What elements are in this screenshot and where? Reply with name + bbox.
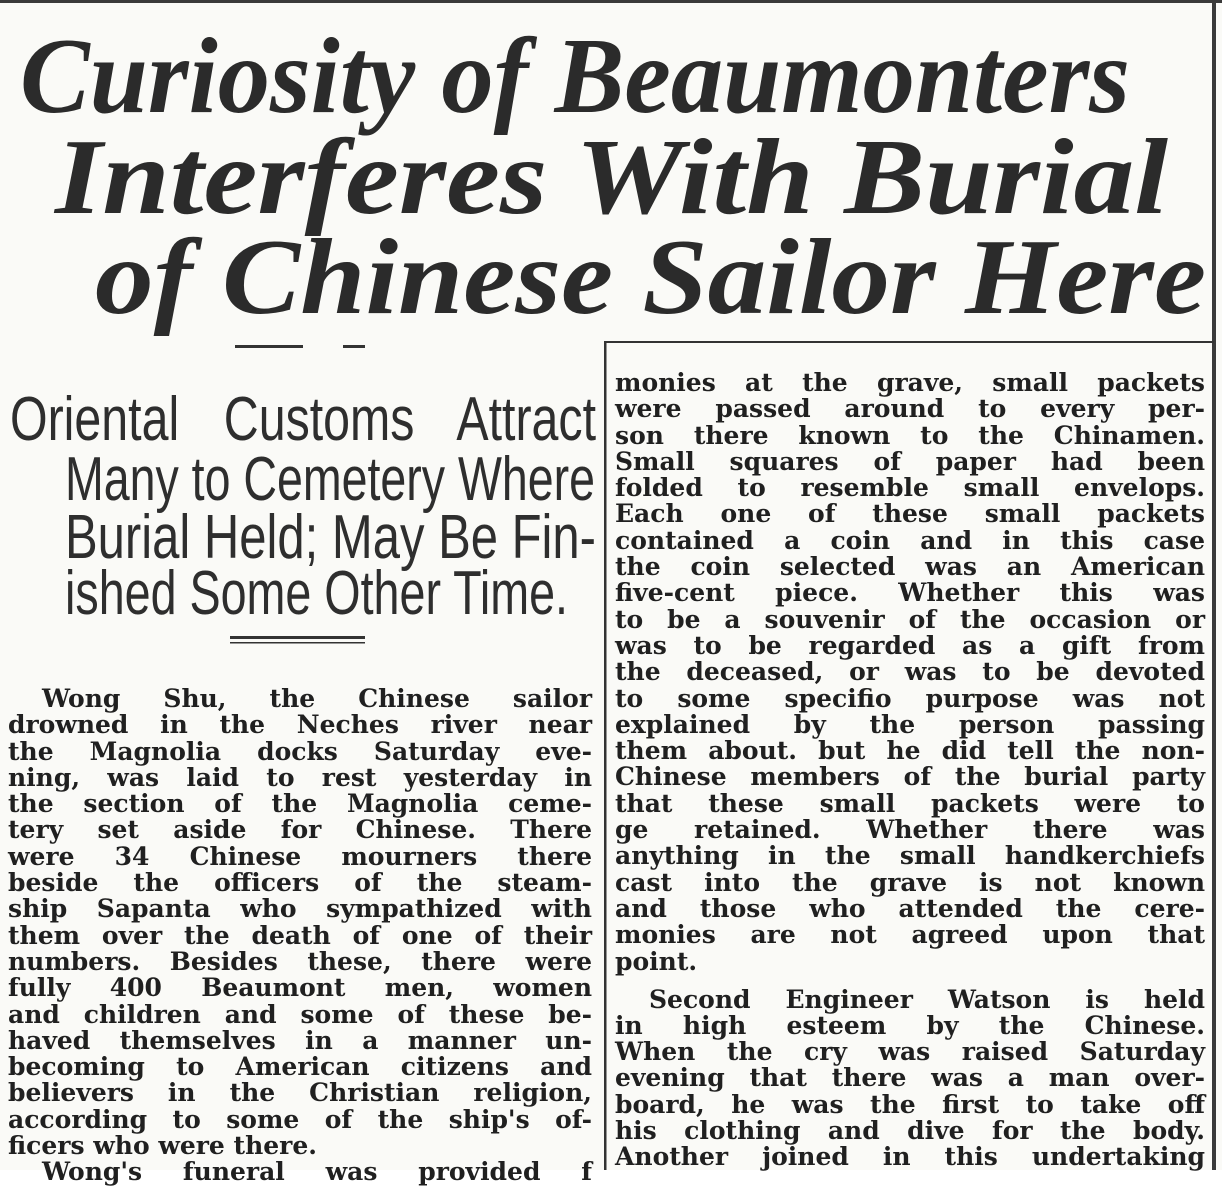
body-line: five-cent piece. Whether this was [615,578,1205,608]
body-line: them over the death of one of their [8,920,592,950]
column-top-rule [604,341,1214,343]
body-line: folded to resemble small envelops. [615,473,1205,503]
body-line: to some specifio purpose was not [615,683,1205,713]
body-line: beside the officers of the steam- [8,868,592,898]
right-edge-rule [1212,0,1216,1170]
column-rule [604,341,607,1170]
body-line: was to be regarded as a gift from [615,630,1205,660]
body-line: were 34 Chinese mourners there [8,841,592,871]
headline-line: Curiosity of Beaumonters [20,17,1130,136]
body-line: evening that there was a man over- [615,1063,1205,1093]
body-line: monies at the grave, small packets [615,368,1205,397]
body-line: the deceased, or was to be devoted [615,657,1205,687]
headline-line: Interferes With Burial [52,118,1169,237]
subheadline-line: Many to Cemetery Where [65,445,595,514]
article-column-right [615,370,1205,1171]
body-line: his clothing and dive for the body. [615,1116,1205,1145]
body-paragraph [8,1159,592,1185]
body-line: according to some of the ship's of- [8,1104,592,1134]
body-paragraph [8,686,592,1159]
subheadline [10,385,596,628]
headline [20,17,1206,337]
body-line: Small squares of paper had been [615,446,1205,476]
body-line: and children and some of these be- [8,999,592,1029]
body-line: numbers. Besides these, there were [8,946,592,976]
double-rule [230,636,365,644]
body-line: contained a coin and in this case [615,525,1205,555]
body-line: anything in the small handkerchiefs [615,841,1205,871]
body-line: ship Sapanta who sympathized with [8,894,592,924]
body-line: monies are not agreed upon that [615,920,1205,950]
body-line: ge retained. Whether there was [615,815,1205,845]
body-line: and those who attended the cere- [615,893,1205,923]
body-line: that these small packets were to [615,788,1205,818]
body-line: Wong Shu, the Chinese sailor [42,684,592,713]
body-line: fully 400 Beaumont men, women [8,973,592,1003]
subheadline-line: ished Some Other Time. [65,559,568,628]
article-column-left [8,686,592,1186]
body-line: cast into the grave is not known [615,867,1205,897]
body-line: drowned in the Neches river near [8,710,592,740]
ornamental-rule [235,345,365,348]
subheadline-line: Oriental Customs Attract [10,385,596,454]
body-line: them about. but he did tell the non- [615,736,1205,766]
body-line: in high esteem by the Chinese. [615,1010,1205,1040]
body-line: believers in the Christian religion, [8,1078,592,1108]
body-line: Wong's funeral was provided f [42,1157,592,1186]
body-line: to be a souvenir of the occasion or [615,604,1205,634]
subheadline-line: Burial Held; May Be Fin- [65,503,596,572]
top-edge-rule [0,0,1222,3]
body-line: haved themselves in a manner un- [8,1025,592,1055]
headline-line: of Chinese Sailor Here [95,218,1206,337]
body-line: point. [615,946,698,976]
body-line: son there known to the Chinamen. [615,420,1205,450]
body-line: Each one of these small packets [615,499,1205,529]
body-line: the section of the Magnolia ceme- [8,789,592,819]
body-line: explained by the person passing [615,709,1205,739]
body-line: Second Engineer Watson is held [649,984,1205,1014]
body-line: becoming to American citizens and [8,1052,592,1082]
body-line: the Magnolia docks Saturday eve- [8,736,592,766]
body-paragraph [615,984,1205,1172]
body-line: ning, was laid to rest yesterday in [8,762,592,792]
body-line: Chinese members of the burial party [615,762,1205,792]
body-line: When the cry was raised Saturday [615,1037,1205,1067]
body-line: tery set aside for Chinese. There [8,815,592,845]
body-line: were passed around to every per- [615,394,1205,424]
body-paragraph [615,370,1205,975]
body-line: board, he was the first to take off [615,1089,1205,1119]
body-line: Another joined in this undertaking [615,1142,1205,1172]
body-line: ficers who were there. [8,1131,317,1161]
body-line: the coin selected was an American [615,552,1205,582]
